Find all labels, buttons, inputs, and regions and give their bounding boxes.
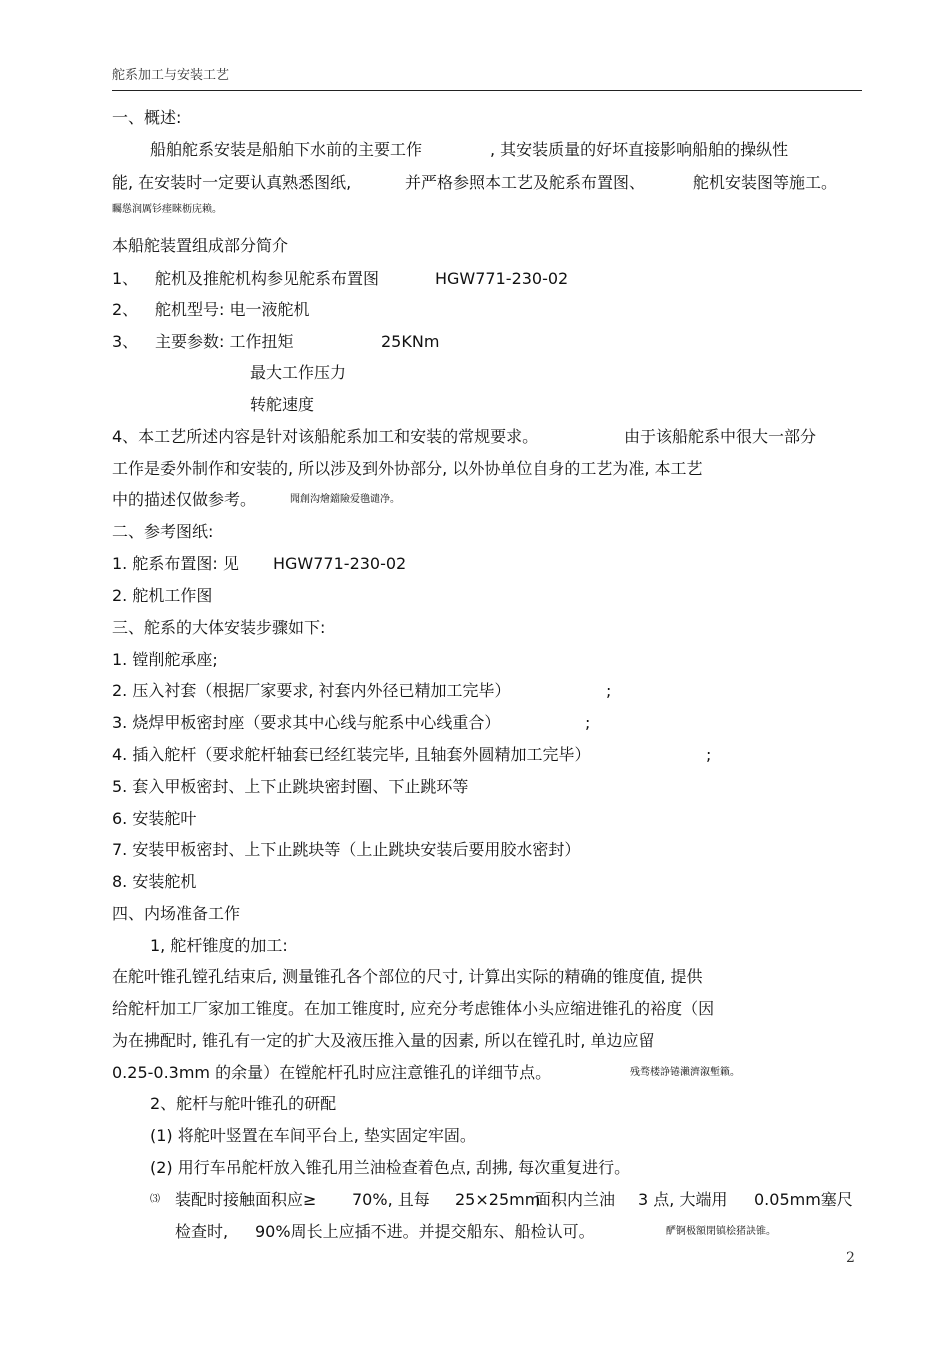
list-item-punct: ;	[606, 681, 612, 700]
list-item: 7. 安装甲板密封、上下止跳块等（上止跳块安装后要用胶水密封）	[112, 840, 581, 859]
list-number: 1、	[112, 269, 139, 288]
drawing-number: HGW771-230-02	[435, 269, 569, 288]
list-item: 2. 舵机工作图	[112, 586, 213, 605]
parameter-value: 25KNm	[381, 332, 440, 351]
list-item: 主要参数: 工作扭矩	[155, 332, 294, 351]
list-item-punct: ;	[706, 745, 712, 764]
section-heading-overview: 一、概述:	[112, 108, 182, 127]
paragraph-line: 4、本工艺所述内容是针对该船舵系加工和安装的常规要求。	[112, 427, 539, 446]
paragraph-line: 中的描述仅做参考。	[112, 490, 257, 509]
list-item: 8. 安装舵机	[112, 872, 197, 891]
paragraph-line: 在舵叶锥孔镗孔结束后, 测量锥孔各个部位的尺寸, 计算出实际的精确的锥度值, 提供	[112, 967, 703, 986]
list-item: 70%, 且每	[352, 1190, 430, 1209]
list-item: 1. 镗削舵承座;	[112, 650, 218, 669]
list-item: 6. 安装舵叶	[112, 809, 197, 828]
list-item: 舵机型号: 电一液舵机	[155, 300, 310, 319]
list-item: 2. 压入衬套（根据厂家要求, 衬套内外径已精加工完毕）	[112, 681, 511, 700]
parameter-label: 转舵速度	[250, 395, 315, 414]
list-item: 舵机及推舵机构参见舵系布置图	[155, 269, 380, 288]
list-item: 装配时接触面积应≥	[175, 1190, 317, 1209]
section-heading: 本船舵装置组成部分简介	[112, 236, 289, 255]
list-item: 90%周长上应插不进。并提交船东、船检认可。	[255, 1222, 595, 1241]
paragraph-line: 并严格参照本工艺及舵系布置图、	[405, 173, 646, 192]
garbled-watermark-text: 酽锕极額閉镇桧猪訣锥。	[666, 1226, 776, 1237]
paragraph-line: 舵机安装图等施工。	[693, 173, 838, 192]
list-item: 3. 烧焊甲板密封座（要求其中心线与舵系中心线重合）	[112, 713, 501, 732]
section-heading-steps: 三、舵系的大体安装步骤如下:	[112, 618, 326, 637]
paragraph-line: 船舶舵系安装是船舶下水前的主要工作	[150, 140, 423, 159]
list-number: ⑶	[150, 1194, 160, 1205]
garbled-watermark-text: 残骛楼諍锩瀨濟溆塹籟。	[630, 1067, 740, 1078]
list-item: 3 点, 大端用	[638, 1190, 728, 1209]
list-number: 2、	[112, 300, 139, 319]
paragraph-line: 工作是委外制作和安装的, 所以涉及到外协部分, 以外协单位自身的工艺为准, 本工艺	[112, 459, 703, 478]
list-item: 5. 套入甲板密封、上下止跳块密封圈、下止跳环等	[112, 777, 469, 796]
list-item: 1. 舵系布置图: 见	[112, 554, 239, 573]
list-number: 3、	[112, 332, 139, 351]
list-item-punct: ;	[585, 713, 591, 732]
list-item: 面积内兰油	[535, 1190, 616, 1209]
list-item: 检查时,	[175, 1222, 229, 1241]
paragraph-line: , 其安装质量的好坏直接影响船舶的操纵性	[490, 140, 789, 159]
list-item: 0.05mm塞尺	[754, 1190, 853, 1209]
paragraph-line: 给舵杆加工厂家加工锥度。在加工锥度时, 应充分考虑锥体小头应缩进锥孔的裕度（因	[112, 999, 715, 1018]
page-number: 2	[846, 1250, 855, 1266]
paragraph-line: 为在拂配时, 锥孔有一定的扩大及液压推入量的因素, 所以在镗孔时, 单边应留	[112, 1031, 655, 1050]
section-heading-preparation: 四、内场准备工作	[112, 904, 241, 923]
section-heading-drawings: 二、参考图纸:	[112, 522, 214, 541]
header-title: 舵系加工与安装工艺	[112, 68, 230, 83]
header-rule	[112, 90, 862, 91]
list-item: (2) 用行车吊舵杆放入锥孔用兰油检查着色点, 刮拂, 每次重复进行。	[150, 1158, 631, 1177]
paragraph-line: 能, 在安装时一定要认真熟悉图纸,	[112, 173, 352, 192]
drawing-number: HGW771-230-02	[273, 554, 407, 573]
paragraph-line: 由于该船舵系中很大一部分	[624, 427, 817, 446]
list-item: (1) 将舵叶竖置在车间平台上, 垫实固定牢固。	[150, 1126, 476, 1145]
parameter-label: 最大工作压力	[250, 363, 347, 382]
list-item: 25×25mm	[455, 1190, 541, 1209]
paragraph-line: 0.25-0.3mm 的余量）在镗舵杆孔时应注意锥孔的详细节点。	[112, 1063, 552, 1082]
garbled-watermark-text: 矚慫润厲钐瘗睞枥庑赖。	[112, 204, 222, 215]
list-item: 4. 插入舵杆（要求舵杆轴套已经红装完毕, 且轴套外圆精加工完毕）	[112, 745, 591, 764]
garbled-watermark-text: 聞創沟燴鐺險爱氇谴净。	[290, 494, 400, 505]
subsection-heading: 2、舵杆与舵叶锥孔的研配	[150, 1094, 337, 1113]
subsection-heading: 1, 舵杆锥度的加工:	[150, 936, 288, 955]
